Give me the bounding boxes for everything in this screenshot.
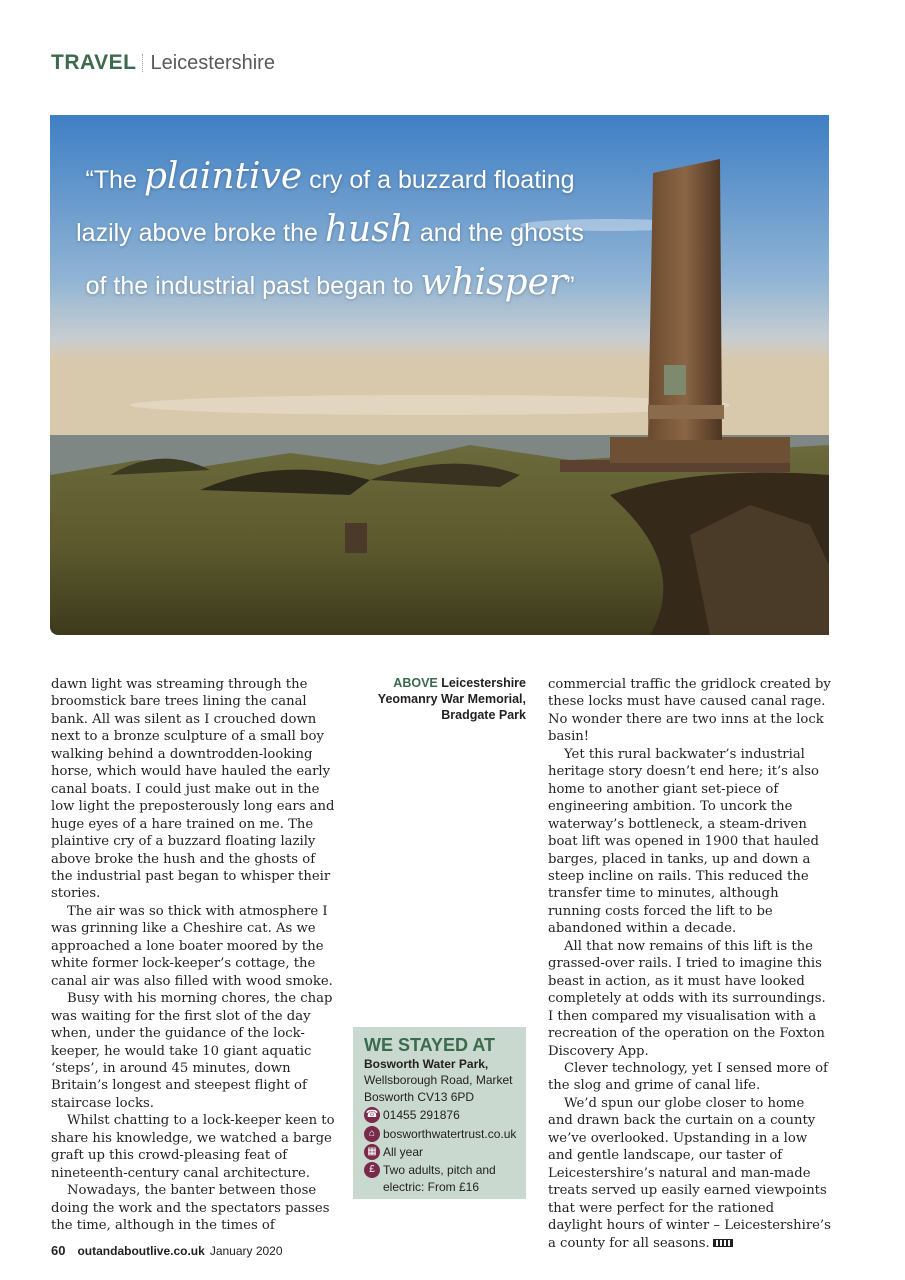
calendar-icon: ▦ bbox=[364, 1144, 380, 1160]
quote-emphasis-plaintive: plaintive bbox=[143, 156, 303, 197]
quote-emphasis-hush: hush bbox=[324, 209, 413, 250]
price-info: Two adults, pitch and electric: From £16 bbox=[383, 1163, 496, 1194]
venue-address: Wellsborough Road, Market Bosworth CV13 6PD bbox=[364, 1073, 513, 1104]
paragraph-final-text: We’d spun our globe closer to home and drawn back the curtain on a county we’ve overlooked. Upstanding in a low and gentle landscape, our taster of Leicestershire’s natural and man-made treats served up easily earned viewpoints that were perfect for the rationed daylight hours of winter – Leicestershire’s a county for all seasons. bbox=[548, 1095, 831, 1251]
mouse-icon: ⌂ bbox=[364, 1126, 380, 1142]
quote-open: “The bbox=[85, 166, 144, 194]
paragraph: dawn light was streaming through the broomstick bare trees lining the canal bank. All was silent as I crouched down next to a bronze sculpture of a small boy walking behind a downtrodden-looking horse, which would have hauled the early canal boats. I could just make out in the low light the preposterously long ears and huge eyes of a hare trained on me. The plaintive cry of a buzzard floating lazily above broke the hush and the ghosts of the industrial past began to whisper their stories. bbox=[51, 677, 335, 902]
web-row bbox=[364, 1126, 516, 1142]
price-row bbox=[364, 1162, 516, 1195]
paragraph: commercial traffic the gridlock created by these locks must have caused canal rage. No wonder there are two inns at the lock basin! bbox=[548, 677, 831, 745]
opening-season: All year bbox=[383, 1145, 424, 1160]
phone-row bbox=[364, 1107, 516, 1123]
quote-part-3: and the ghosts of the industrial past began to bbox=[85, 219, 584, 300]
header-divider bbox=[142, 54, 143, 72]
section-subtitle: Leicestershire bbox=[150, 51, 275, 74]
season-row bbox=[364, 1144, 516, 1160]
website-link[interactable]: bosworthwatertrust.co.uk bbox=[383, 1126, 517, 1141]
paragraph: Nowadays, the banter between those doing the work and the spectators passes the time, although in the times of bbox=[51, 1183, 330, 1234]
photo-caption bbox=[355, 675, 526, 723]
end-of-article-icon bbox=[713, 1239, 733, 1247]
page-number: 60 bbox=[51, 1243, 66, 1258]
quote-close: ” bbox=[566, 272, 575, 300]
quote-part-2: cry of a buzzard floating lazily above broke the bbox=[76, 166, 575, 247]
box-title: WE STAYED AT bbox=[364, 1035, 496, 1055]
phone-number: 01455 291876 bbox=[383, 1108, 460, 1123]
caption-text: Leicestershire Yeomanry War Memorial, Bradgate Park bbox=[377, 676, 526, 722]
paragraph: Whilst chatting to a lock-keeper keen to share his knowledge, we watched a barge graft up this crowd-pleasing feat of nineteenth-century canal architecture. bbox=[51, 1113, 335, 1181]
page-footer bbox=[51, 1243, 283, 1258]
section-title: TRAVEL bbox=[51, 51, 137, 74]
paragraph: The air was so thick with atmosphere I was grinning like a Cheshire cat. As we approached a lone boater moored by the white former lock-keeper’s cottage, the canal air was also filled with wood smoke. bbox=[51, 903, 333, 989]
issue-date: January 2020 bbox=[209, 1244, 283, 1258]
caption-label: ABOVE bbox=[393, 676, 438, 690]
pull-quote bbox=[70, 152, 590, 311]
paragraph: Clever technology, yet I sensed more of the slog and grime of canal life. bbox=[548, 1060, 828, 1094]
section-header bbox=[51, 50, 275, 76]
body-column-left bbox=[51, 676, 336, 1235]
we-stayed-at-box bbox=[353, 1027, 526, 1199]
paragraph-final bbox=[548, 1095, 831, 1252]
paragraph: All that now remains of this lift is the grassed-over rails. I tried to imagine this beast in action, as it must have looked completely at odds with its surroundings. I then compared my visualisation with a recreation of the operation on the Foxton Discovery App. bbox=[548, 938, 826, 1059]
pound-icon: £ bbox=[364, 1162, 380, 1178]
body-column-right bbox=[548, 676, 831, 1252]
venue-name: Bosworth Water Park, bbox=[364, 1057, 489, 1071]
paragraph: Busy with his morning chores, the chap was waiting for the first slot of the day when, under the guidance of the lock-keeper, he would take 10 giant aquatic ‘steps’, in around 45 minutes, down Britain’s longest and steepest flight of staircase locks. bbox=[51, 991, 333, 1111]
phone-icon: ☎ bbox=[364, 1107, 380, 1123]
footer-website: outandaboutlive.co.uk bbox=[77, 1244, 205, 1258]
quote-emphasis-whisper: whisper bbox=[420, 262, 567, 303]
paragraph: Yet this rural backwater’s industrial heritage story doesn’t end here; it’s also home to another giant set-piece of engineering ambition. To uncork the waterway’s bottleneck, a steam-driven boat lift was opened in 1900 that hauled barges, placed in tanks, up and down a steep incline on rails. This reduced the transfer time to minutes, although running costs forced the lift to be abandoned within a decade. bbox=[548, 746, 819, 937]
